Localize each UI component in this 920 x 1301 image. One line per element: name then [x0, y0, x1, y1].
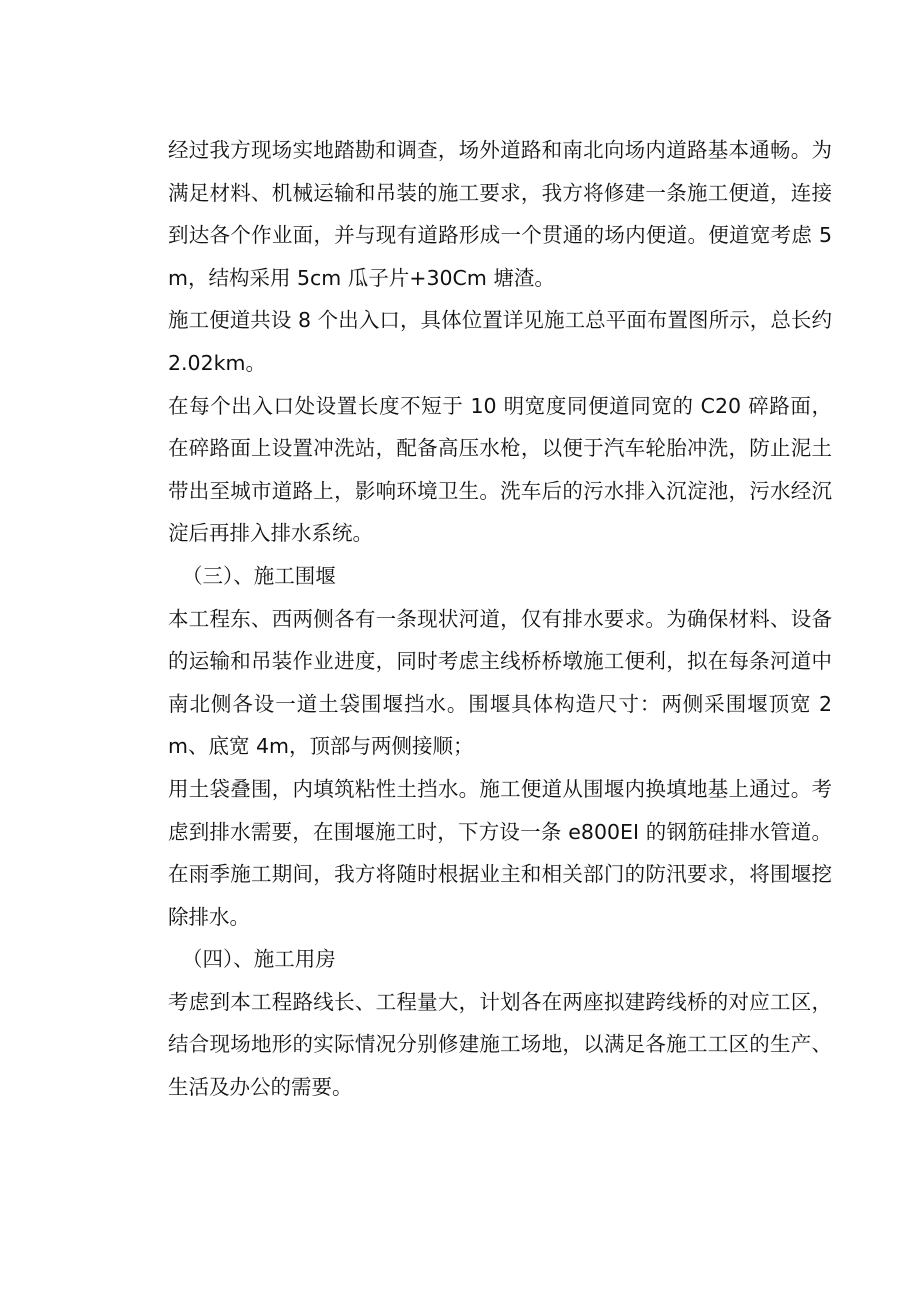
paragraph-access-road: 经过我方现场实地踏勘和调查，场外道路和南北向场内道路基本通畅。为满足材料、机械运输和吊装的施工要求，我方将修建一条施工便道，连接到达各个作业面，并与现有道路形成一个贯通的场内便道。便道宽考虑 5m，结构采用 5cm 瓜子片+30Cm 塘渣。	[168, 138, 832, 290]
section-heading-cofferdam: （三）、施工围堰	[182, 563, 336, 588]
paragraph-site-housing: 考虑到本工程路线长、工程量大，计划各在两座拟建跨线桥的对应工区，结合现场地形的实际情况分别修建施工场地，以满足各施工工区的生产、生活及办公的需要。	[168, 989, 832, 1100]
section-heading-site-housing: （四）、施工用房	[182, 947, 336, 972]
paragraph-cofferdam-design: 本工程东、西两侧各有一条现状河道，仅有排水要求。为确保材料、设备的运输和吊装作业进度，同时考虑主线桥桥墩施工便利，拟在每条河道中南北侧各设一道土袋围堰挡水。围堰具体构造尺寸：两侧采围堰顶宽 2m、底宽 4m，顶部与两侧接顺；	[168, 606, 832, 759]
paragraph-wash-station: 在每个出入口处设置长度不短于 10 明宽度同便道同宽的 C20 碎路面，在碎路面上设置冲洗站，配备高压水枪，以便于汽车轮胎冲洗，防止泥土带出至城市道路上，影响环境卫生。洗车后的污水排入沉淀池，污水经沉淀后再排入排水系统。	[168, 393, 832, 546]
paragraph-road-entrances: 施工便道共设 8 个出入口，具体位置详见施工总平面布置图所示，总长约 2.02km。	[168, 308, 832, 375]
document-body	[168, 129, 832, 1109]
paragraph-cofferdam-drainage: 用土袋叠围，内填筑粘性土挡水。施工便道从围堰内换填地基上通过。考虑到排水需要，在围堰施工时，下方设一条 e800EI 的钢筋硅排水管道。在雨季施工期间，我方将随时根据业主和相关部门的防汛要求，将围堰挖除排水。	[168, 776, 832, 929]
